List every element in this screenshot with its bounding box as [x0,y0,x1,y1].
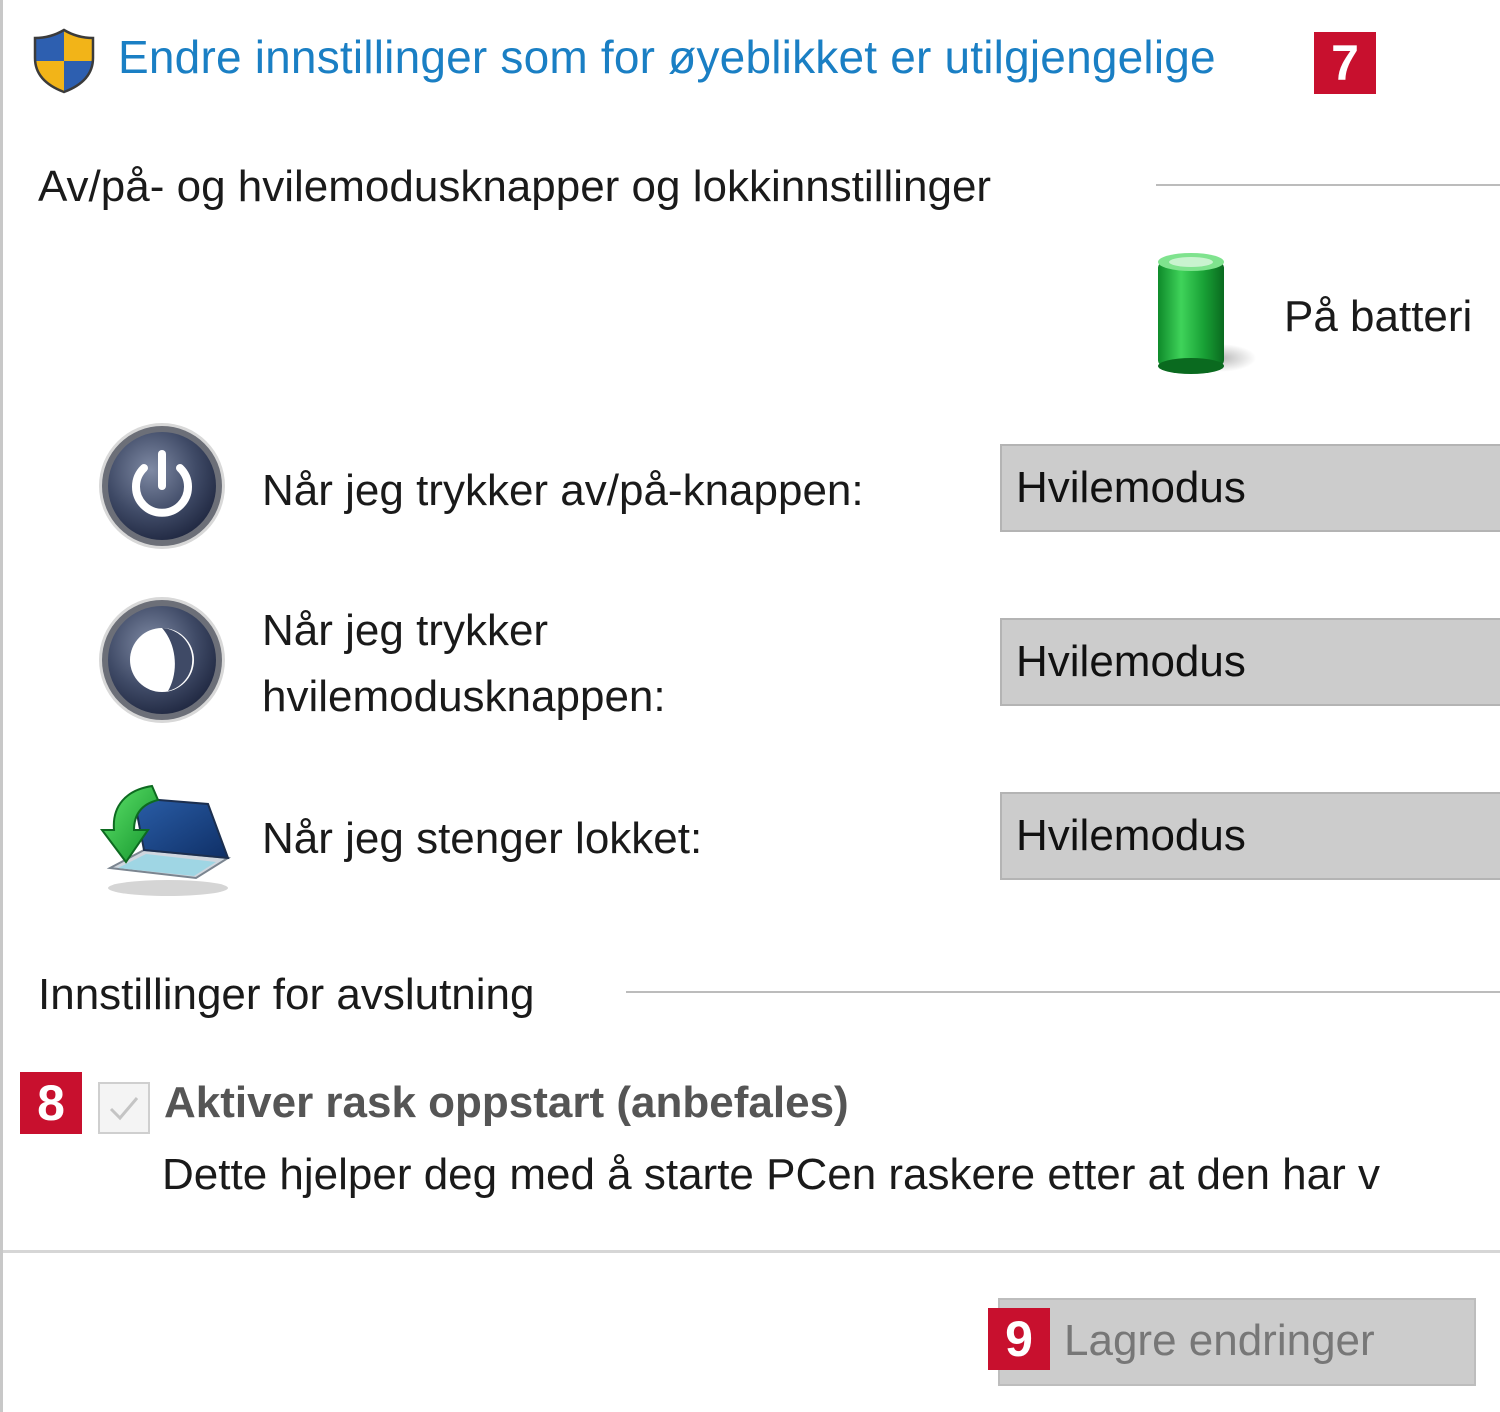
shutdown-settings-heading: Innstillinger for avslutning [38,970,535,1019]
step-badge-8: 8 [20,1072,82,1134]
lid-close-label: Når jeg stenger lokket: [262,814,703,863]
sleep-button-label [262,598,862,730]
power-button-label: Når jeg trykker av/på-knappen: [262,466,864,515]
sleep-button-action-select[interactable]: Hvilemodus [1000,618,1500,706]
step-badge-9: 9 [988,1308,1050,1370]
power-button-icon [96,420,228,552]
sleep-label-line-2: hvilemodusknappen: [262,672,666,721]
laptop-lid-icon [96,776,232,900]
uac-shield-icon [32,28,96,94]
fast-startup-checkbox[interactable] [98,1082,150,1134]
heading-divider [626,991,1500,993]
change-unavailable-settings-link[interactable]: Endre innstillinger som for øyeblikket er utilgjengelige [118,31,1216,83]
heading-divider [1156,184,1500,186]
sleep-button-icon [96,594,228,726]
checkmark-icon [104,1088,144,1128]
fast-startup-description: Dette hjelper deg med å starte PCen raskere etter at den har v [162,1150,1380,1199]
fast-startup-label: Aktiver rask oppstart (anbefales) [164,1078,849,1127]
lid-close-action-select[interactable]: Hvilemodus [1000,792,1500,880]
on-battery-column-label: På batteri [1284,292,1473,341]
save-changes-label: Lagre endringer [1064,1316,1375,1365]
battery-icon [1150,248,1260,380]
sleep-label-line-1: Når jeg trykker [262,606,549,655]
step-badge-7: 7 [1314,32,1376,94]
power-buttons-heading: Av/på- og hvilemodusknapper og lokkinnstillinger [38,162,992,211]
footer-divider [3,1250,1500,1253]
power-button-action-select[interactable]: Hvilemodus [1000,444,1500,532]
